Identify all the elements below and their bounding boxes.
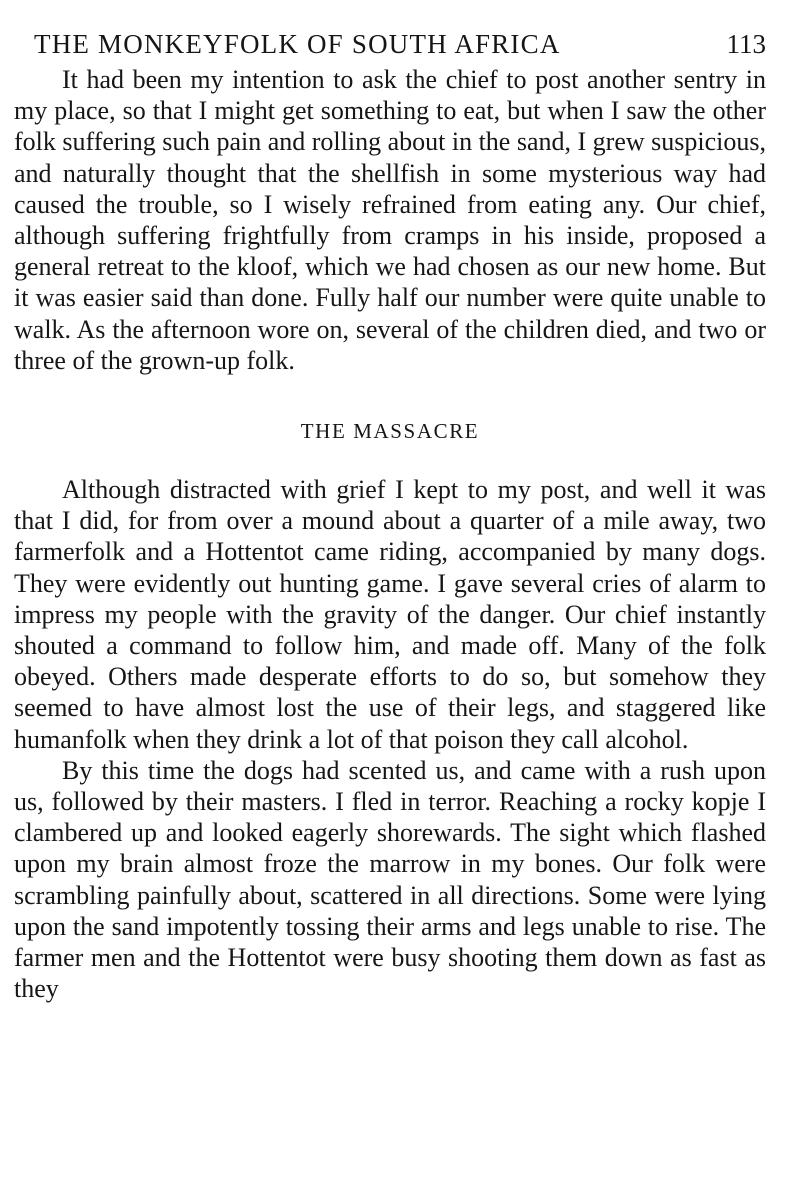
body-paragraph: It had been my intention to ask the chief to post another sentry in my place, so that I might get something to eat, but when I saw the other folk suffering such pain and rolling about in the sand, I grew suspicious, and naturally thought that the shellfish in some mysterious way had caused the trouble, so I wisely refrained from eating any. Our chief, although suffering frightfully from cramps in his inside, proposed a general retreat to the kloof, which we had chosen as our new home. But it was easier said than done. Fully half our number were quite unable to walk. As the afternoon wore on, several of the children died, and two or three of the grown-up folk. (14, 65, 766, 375)
page-number: 113 (726, 29, 766, 59)
body-paragraph: Although distracted with grief I kept to my post, and well it was that I did, for from over a mound about a quarter of a mile away, two farmerfolk and a Hottentot came riding, accompanied by many dogs. They were evidently out hunting game. I gave several cries of alarm to impress my people with the gravity of the danger. Our chief instantly shouted a command to follow him, and made off. Many of the folk obeyed. Others made desperate efforts to do so, but somehow they seemed to have almost lost the use of their legs, and staggered like humanfolk when they drink a lot of that poison they call alcohol. (14, 475, 766, 754)
body-paragraph: By this time the dogs had scented us, and came with a rush upon us, followed by their masters. I fled in terror. Reaching a rocky kopje I clambered up and looked eagerly shorewards. The sight which flashed upon my brain almost froze the marrow in my bones. Our folk were scrambling painfully about, scattered in all directions. Some were lying upon the sand impotently tossing their arms and legs unable to rise. The farmer men and the Hottentot were busy shooting them down as fast as they (14, 755, 766, 1004)
running-header (14, 24, 766, 64)
section-heading: THE MASSACRE (300, 419, 480, 444)
book-page (14, 24, 766, 1004)
running-title: THE MONKEYFOLK OF SOUTH AFRICA (34, 29, 561, 59)
